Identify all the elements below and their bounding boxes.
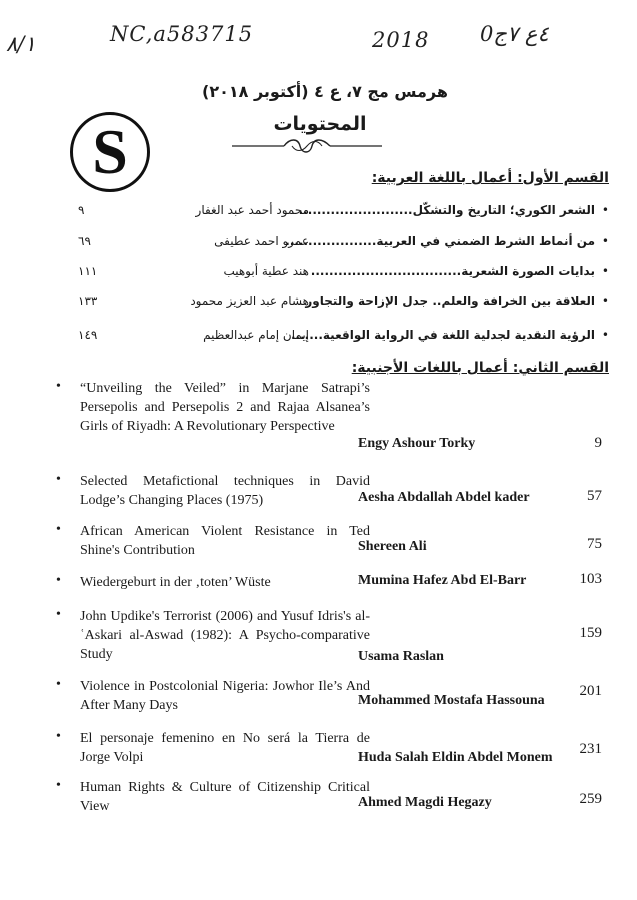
entry-author: محمود أحمد عبد الغفار	[195, 203, 309, 217]
handwritten-left-note: ٨/١	[6, 32, 36, 56]
bullet: •	[601, 264, 609, 278]
entry-page: ١٤٩	[78, 328, 98, 342]
entry-title: El personaje femenino en No será la Tierra de Jorge Volpi	[80, 731, 370, 765]
entry-page: 231	[579, 741, 602, 757]
entry-author: هشام عبد العزيز محمود	[190, 294, 309, 308]
bullet: •	[56, 522, 61, 537]
entry-title: من أنماط الشرط الضمني في العربية....................	[285, 234, 595, 248]
entry-page: 57	[587, 488, 602, 504]
entry-title: Wiedergeburt in der ‚toten’ Wüste	[80, 575, 271, 590]
entry-page: ١٣٣	[78, 294, 98, 308]
entry-page: 159	[579, 625, 602, 641]
entry-author: Engy Ashour Torky	[358, 436, 476, 451]
ornament-divider	[232, 138, 382, 154]
entry-author: Mumina Hafez Abd El-Barr	[358, 573, 527, 588]
bullet: •	[56, 677, 61, 692]
entry-title: African American Violent Resistance in Ted Shine's Contribution	[80, 524, 370, 558]
bullet: •	[56, 472, 61, 487]
handwritten-code: NC,a583715	[110, 22, 254, 46]
entry-title: John Updike's Terrorist (2006) and Yusuf Idris's al-ʿAskari al-Aswad (1982): A Psycho-comparative Study	[80, 609, 370, 662]
bullet: •	[601, 203, 609, 217]
entry-author: إيمان إمام عبدالعظيم	[203, 328, 309, 342]
entry-title: “Unveiling the Veiled” in Marjane Satrapi’s Persepolis and Persepolis 2 and Rajaa Alsanea’s Girls of Riyadh: A Revolutionary Perspective	[80, 381, 370, 434]
entry-title: Selected Metafictional techniques in David Lodge’s Changing Places (1975)	[80, 474, 370, 508]
journal-issue-line: هرمس مج ٧، ع ٤ (أكتوبر ٢٠١٨)	[202, 82, 448, 101]
entry-title: الرؤية النقدية لجدلية اللغة في الرواية الواقعية.......	[290, 328, 595, 342]
bullet: •	[601, 294, 609, 308]
bullet: •	[601, 328, 609, 342]
entry-title: Human Rights & Culture of Citizenship Critical View	[80, 780, 370, 814]
entry-author: Mohammed Mostafa Hassouna	[358, 693, 545, 708]
arabic-entry	[60, 203, 609, 225]
entry-author: عمرو احمد عطيفى	[214, 234, 309, 248]
bullet: •	[56, 379, 61, 394]
entry-page: ٩	[78, 203, 85, 217]
bullet: •	[56, 607, 61, 622]
entry-page: ١١١	[78, 264, 98, 278]
entry-title: Violence in Postcolonial Nigeria: Jowhor Ile’s And After Many Days	[80, 679, 370, 713]
handwritten-right-note: ٤ع ٧ج0	[480, 22, 549, 46]
bullet: •	[601, 234, 609, 248]
arabic-entry	[60, 328, 609, 350]
bullet: •	[56, 573, 61, 588]
arabic-entry	[60, 234, 609, 256]
entry-page: 259	[579, 791, 602, 807]
foreign-section-heading: القسم الثاني: أعمال باللغات الأجنبية:	[351, 360, 609, 376]
handwritten-year: 2018	[372, 28, 430, 52]
arabic-entry	[60, 294, 609, 316]
entry-title: بدايات الصورة الشعرية.................................	[310, 264, 595, 278]
entry-page: 103	[579, 571, 602, 587]
entry-author: Shereen Ali	[358, 539, 427, 554]
entry-author: Aesha Abdallah Abdel kader	[358, 490, 530, 505]
bullet: •	[56, 778, 61, 793]
entry-author: Huda Salah Eldin Abdel Monem	[358, 750, 553, 765]
entry-title: الشعر الكوري؛ التاريخ والتشكّل.........................	[298, 203, 595, 217]
contents-title: المحتويات	[273, 113, 367, 135]
entry-page: ٦٩	[78, 234, 91, 248]
entry-page: 75	[587, 536, 602, 552]
arabic-entry	[60, 264, 609, 286]
entry-page: 9	[594, 435, 602, 451]
entry-title: العلاقة بين الخرافة والعلم.. جدل الإزاحة والتجاور	[305, 294, 595, 308]
logo-letter: S	[92, 116, 128, 187]
entry-author: هند عطية أبوهيب	[223, 264, 309, 278]
arabic-section-heading: القسم الأول: أعمال باللغة العربية:	[371, 170, 609, 186]
bullet: •	[56, 729, 61, 744]
entry-page: 201	[579, 683, 602, 699]
entry-author: Usama Raslan	[358, 649, 444, 664]
journal-logo	[70, 112, 150, 192]
entry-author: Ahmed Magdi Hegazy	[358, 795, 492, 810]
